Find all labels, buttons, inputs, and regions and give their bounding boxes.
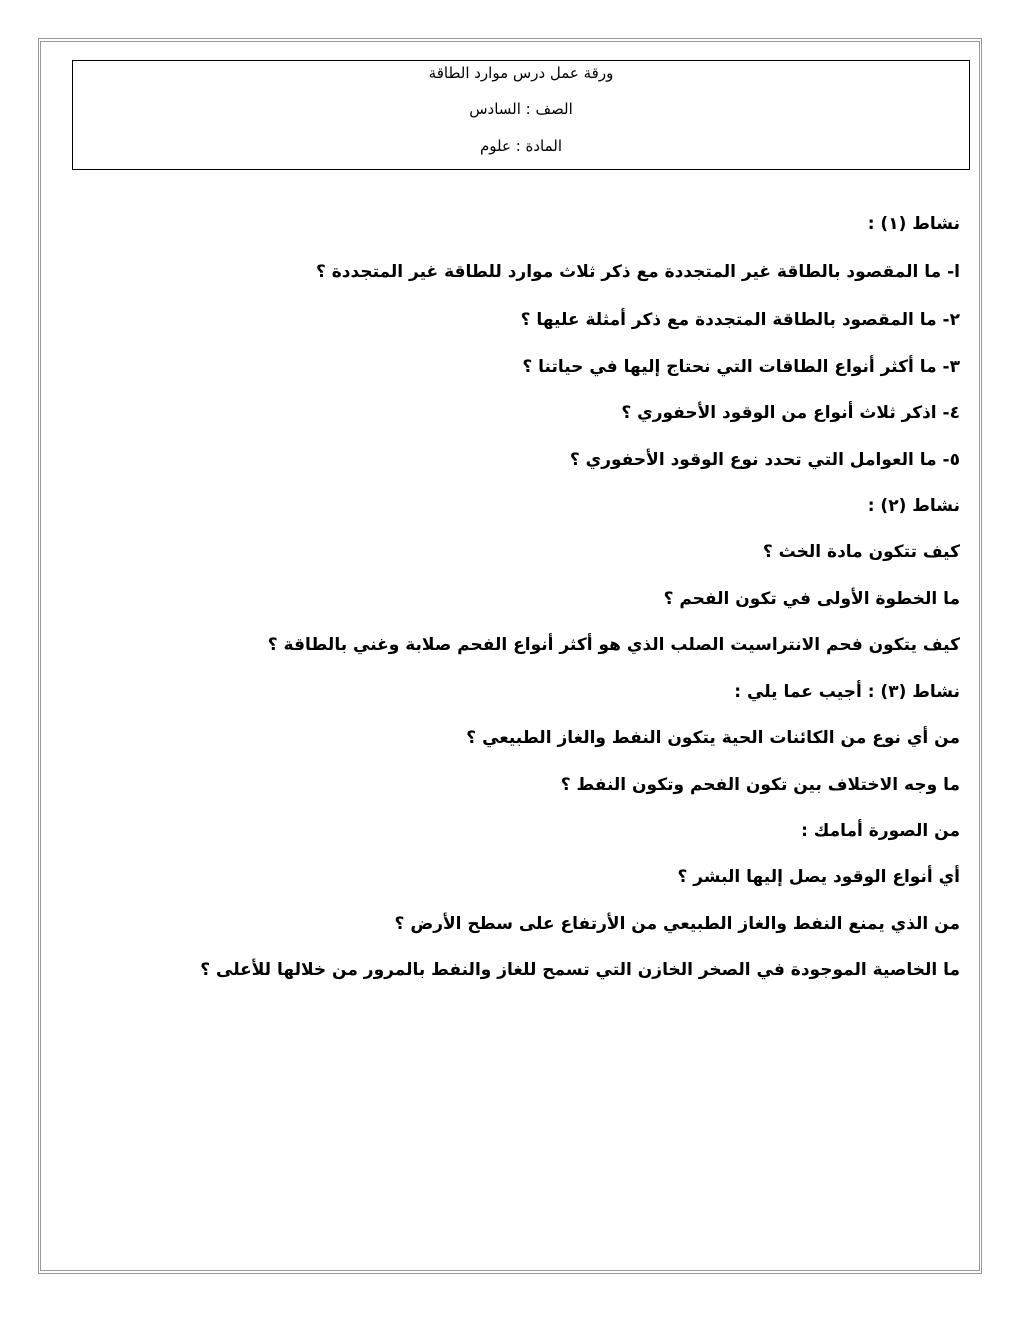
activity-1-question-2: ٢- ما المقصود بالطاقة المتجددة مع ذكر أمثلة عليها ؟	[520, 310, 960, 330]
activity-3-question-5: ما الخاصية الموجودة في الصخر الخازن التي تسمح للغاز والنفط بالمرور من خلالها للأعلى ؟	[200, 960, 960, 980]
activity-2-question-2: ما الخطوة الأولى في تكون الفحم ؟	[663, 589, 960, 609]
activity-1-question-4: ٤- اذكر ثلاث أنواع من الوقود الأحفوري ؟	[621, 403, 960, 423]
grade-label: الصف : السادس	[469, 100, 573, 118]
activity-3-question-2: ما وجه الاختلاف بين تكون الفحم وتكون النفط ؟	[560, 775, 960, 795]
activity-1-question-3: ٣- ما أكثر أنواع الطاقات التي نحتاج إليها في حياتنا ؟	[522, 357, 960, 377]
activity-3-question-4: من الذي يمنع النفط والغاز الطبيعي من الأرتفاع على سطح الأرض ؟	[394, 914, 960, 934]
activity-1-question-5: ٥- ما العوامل التي تحدد نوع الوقود الأحفوري ؟	[569, 450, 960, 470]
activity-1-heading: نشاط (١) :	[867, 214, 960, 234]
activity-3-image-prompt: من الصورة أمامك :	[801, 821, 960, 841]
worksheet-title: ورقة عمل درس موارد الطاقة	[428, 64, 614, 82]
activity-3-question-3: أي أنواع الوقود يصل إليها البشر ؟	[677, 867, 960, 887]
activity-3-heading: نشاط (٣) : أجيب عما يلي :	[734, 682, 960, 702]
activity-2-question-1: كيف تتكون مادة الخث ؟	[762, 542, 960, 562]
subject-label: المادة : علوم	[479, 137, 563, 155]
activity-2-heading: نشاط (٢) :	[867, 496, 960, 516]
activity-1-question-1: ا- ما المقصود بالطاقة غير المتجددة مع ذكر ثلاث موارد للطاقة غير المتجددة ؟	[315, 262, 960, 282]
activity-2-question-3: كيف يتكون فحم الانتراسيت الصلب الذي هو أكثر أنواع الفحم صلابة وغني بالطاقة ؟	[267, 635, 960, 655]
activity-3-question-1: من أي نوع من الكائنات الحية يتكون النفط والغاز الطبيعي ؟	[466, 728, 960, 748]
worksheet-header	[72, 60, 970, 170]
